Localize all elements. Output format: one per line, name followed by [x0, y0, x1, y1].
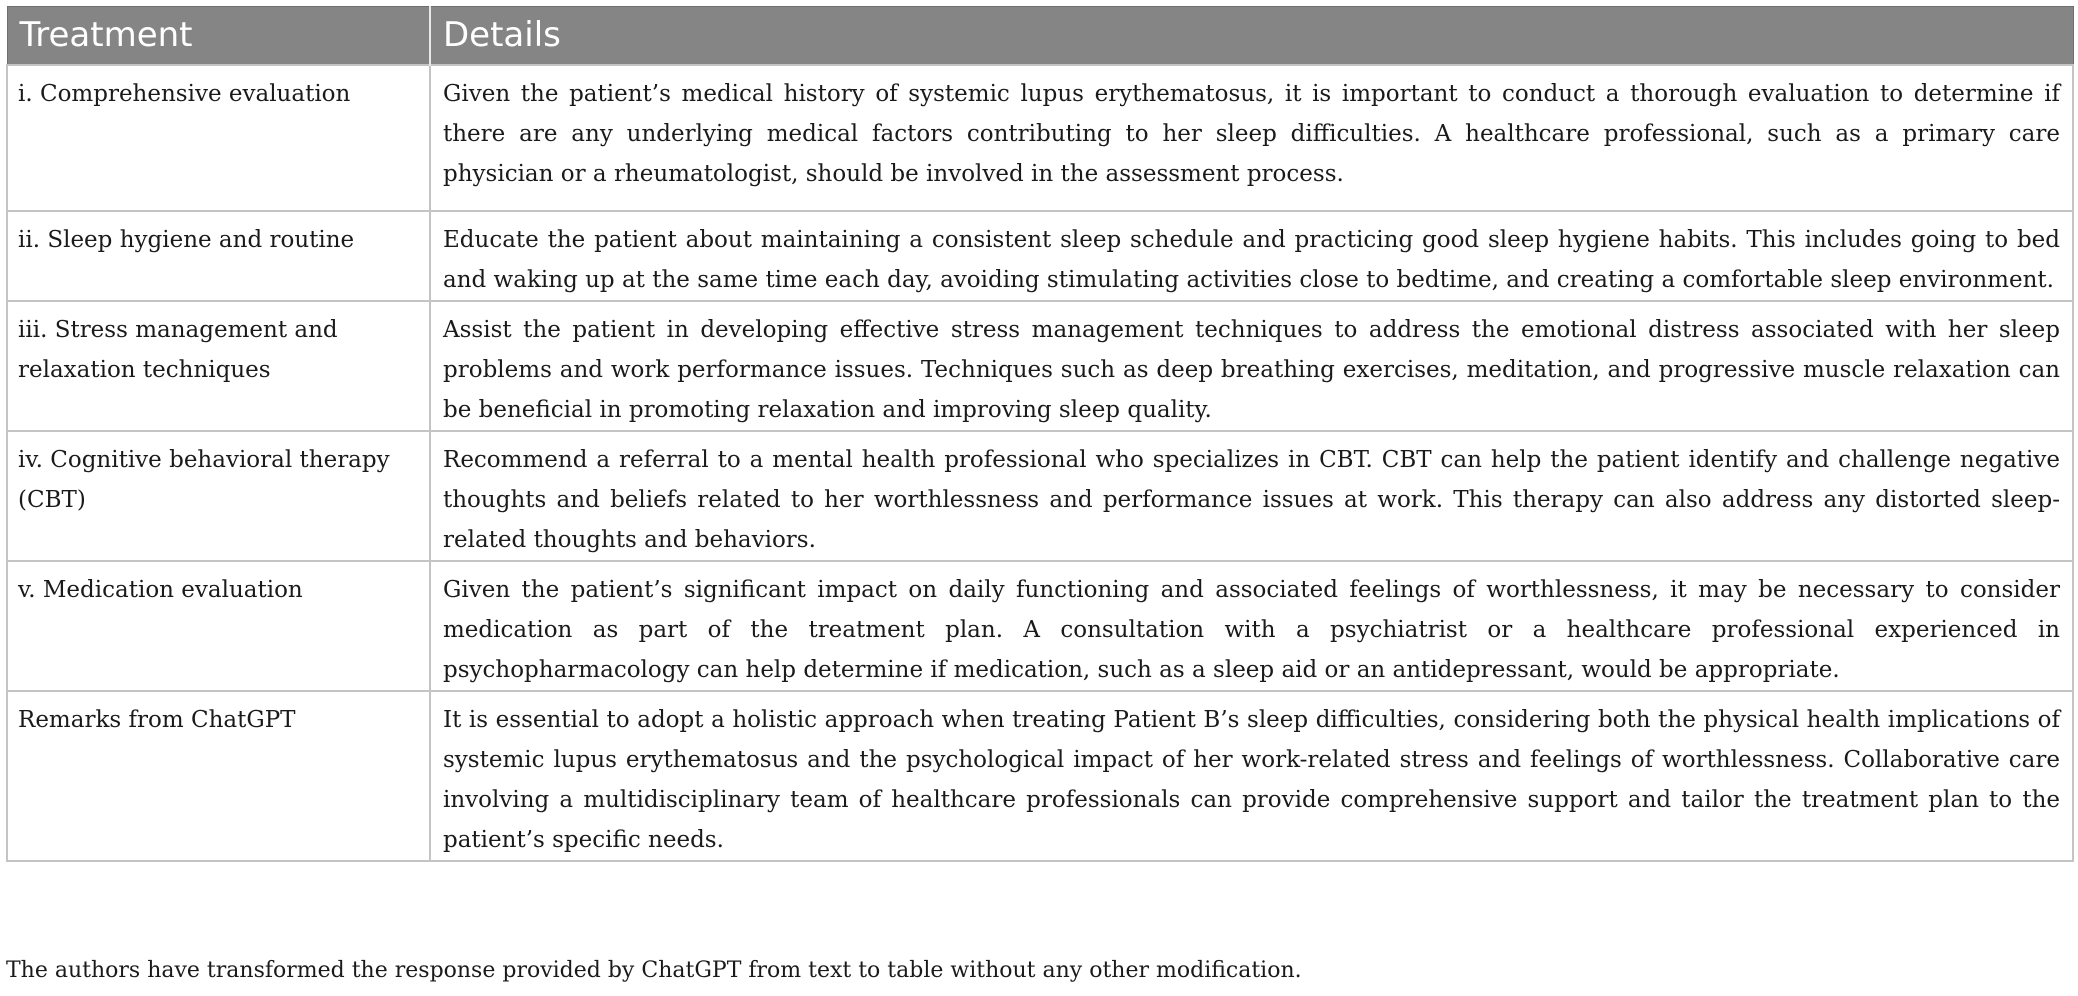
table-header	[7, 7, 2073, 65]
treatment-cell: Remarks from ChatGPT	[7, 691, 430, 861]
table-row	[7, 301, 2073, 431]
details-cell: Educate the patient about maintaining a consistent sleep schedule and practicing good sleep hygiene habits. This includes going to bed and waking up at the same time each day, avoiding stimulating activities close to bedtime, and creating a comfortable sleep environment.	[430, 211, 2073, 301]
details-cell: Recommend a referral to a mental health professional who specializes in CBT. CBT can help the patient identify and challenge negative thoughts and beliefs related to her worthlessness and performance issues at work. This therapy can also address any distorted sleep-related thoughts and behaviors.	[430, 431, 2073, 561]
table-row	[7, 691, 2073, 861]
details-cell: It is essential to adopt a holistic approach when treating Patient B’s sleep difficulties, considering both the physical health implications of systemic lupus erythematosus and the psychological impact of her work-related stress and feelings of worthlessness. Collaborative care involving a multidisciplinary team of healthcare professionals can provide comprehensive support and tailor the treatment plan to the patient’s specific needs.	[430, 691, 2073, 861]
details-cell: Given the patient’s significant impact on daily functioning and associated feelings of worthlessness, it may be necessary to consider medication as part of the treatment plan. A consultation with a psychiatrist or a healthcare professional experienced in psychopharmacology can help determine if medication, such as a sleep aid or an antidepressant, would be appropriate.	[430, 561, 2073, 691]
details-cell: Assist the patient in developing effective stress management techniques to address the emotional distress associated with her sleep problems and work performance issues. Techniques such as deep breathing exercises, meditation, and progressive muscle relaxation can be beneficial in promoting relaxation and improving sleep quality.	[430, 301, 2073, 431]
table-row	[7, 561, 2073, 691]
header-details: Details	[430, 7, 2073, 65]
table-body	[7, 65, 2073, 861]
table-row	[7, 431, 2073, 561]
treatment-cell: ii. Sleep hygiene and routine	[7, 211, 430, 301]
treatment-cell: iii. Stress management and relaxation techniques	[7, 301, 430, 431]
details-cell: Given the patient’s medical history of systemic lupus erythematosus, it is important to conduct a thorough evaluation to determine if there are any underlying medical factors contributing to her sleep difficulties. A healthcare professional, such as a primary care physician or a rheumatologist, should be involved in the assessment process.	[430, 65, 2073, 211]
table-row	[7, 211, 2073, 301]
table-row	[7, 65, 2073, 211]
header-row	[7, 7, 2073, 65]
header-treatment: Treatment	[7, 7, 430, 65]
table-footnote: The authors have transformed the response provided by ChatGPT from text to table without any other modification.	[6, 958, 1302, 983]
treatment-cell: i. Comprehensive evaluation	[7, 65, 430, 211]
treatment-table	[6, 6, 2074, 862]
treatment-cell: iv. Cognitive behavioral therapy (CBT)	[7, 431, 430, 561]
treatment-table-container	[6, 6, 2072, 862]
treatment-cell: v. Medication evaluation	[7, 561, 430, 691]
